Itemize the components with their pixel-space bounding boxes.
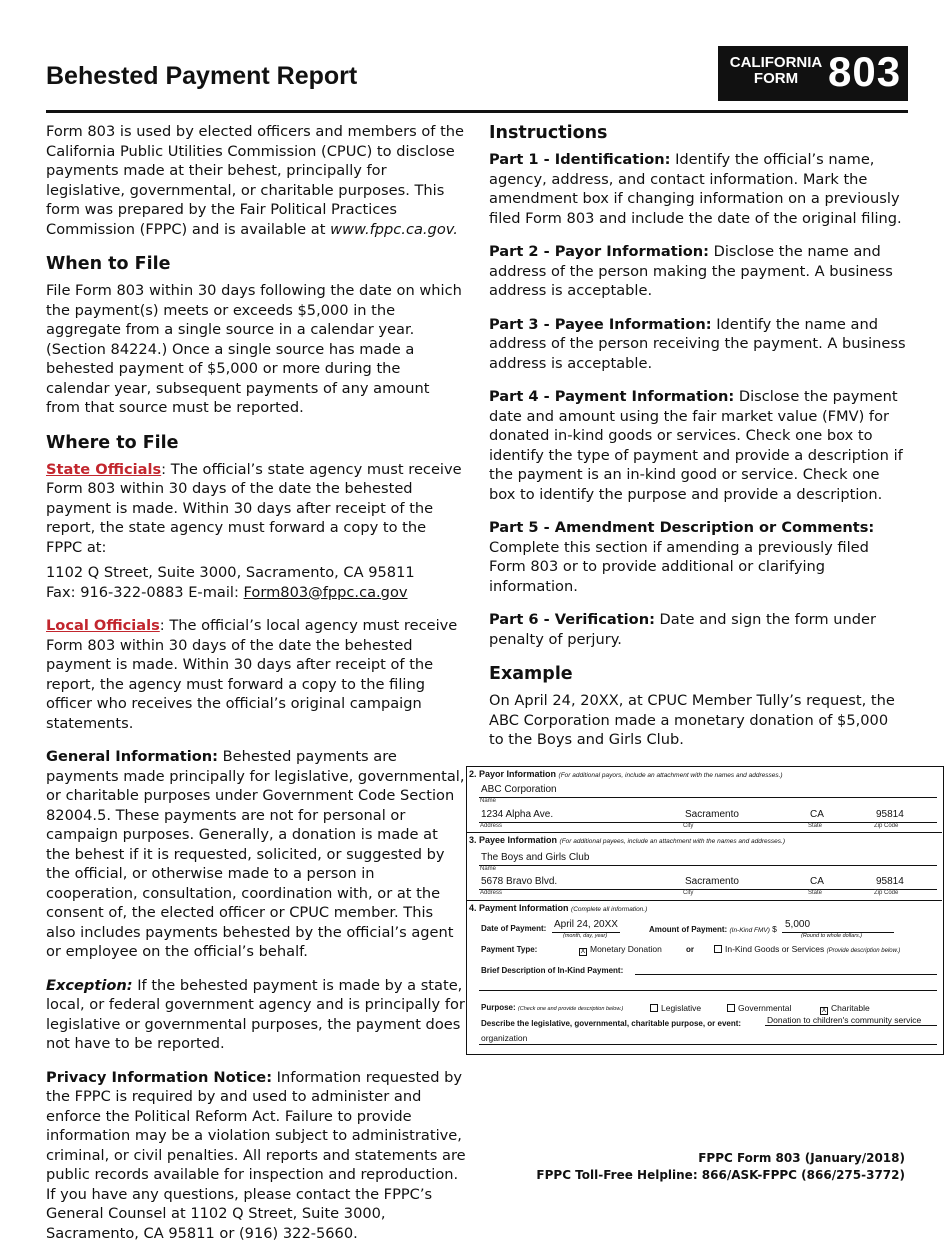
part-1-instruction: Part 1 - Identification: Identify the official’s name, agency, address, and contact information. Mark the amendment box if changing information on a previously filed Form 803 and include the date of the original filing. [489, 151, 902, 227]
page-title: Behested Payment Report [46, 62, 358, 90]
payee-city-value: Sacramento [685, 876, 739, 887]
date-of-payment-label: Date of Payment: [481, 924, 547, 933]
charitable-option[interactable]: X Charitable [821, 1003, 870, 1014]
example-heading: Example [489, 664, 573, 684]
intro-paragraph: Form 803 is used by elected officers and members of the California Public Utilities Commission (CPUC) to disclose payments made at their behest, principally for legislative, governmental, or charitable purposes. This form was prepared by the Fair Political Practices Commission (FPPC) and is available at www.fppc.ca.gov. [46, 123, 465, 238]
form-number-badge [718, 46, 908, 101]
local-officials-link[interactable]: Local Officials [46, 617, 160, 634]
payment-heading: 4. Payment Information (Complete all information.) [469, 903, 648, 913]
payor-address-value: 1234 Alpha Ave. [481, 809, 554, 820]
governmental-option[interactable]: Governmental [727, 1003, 791, 1013]
describe-purpose-value: Donation to children's community service [767, 1015, 922, 1025]
where-to-file-heading: Where to File [46, 432, 179, 453]
legislative-option[interactable]: Legislative [650, 1003, 701, 1013]
part-5-instruction: Part 5 - Amendment Description or Comments: Complete this section if amending a previously filed Form 803 or to provide additional or clarifying information. [489, 519, 875, 595]
payee-heading: 3. Payee Information (For additional payees, include an attachment with the names and addresses.) [469, 835, 786, 845]
left-column [46, 122, 466, 1257]
payee-address-label: Address [480, 890, 503, 896]
part-3-instruction: Part 3 - Payee Information: Identify the name and address of the person receiving the payment. A business address is acceptable. [489, 315, 906, 372]
payor-name-value: ABC Corporation [481, 784, 557, 795]
date-of-payment-value: April 24, 20XX [554, 919, 618, 930]
amount-of-payment-label: Amount of Payment: (In-Kind FMV) $ [649, 924, 777, 934]
state-officials-link[interactable]: State Officials [46, 460, 162, 478]
badge-number: 803 [828, 48, 902, 95]
footer-helpline: FPPC Toll-Free Helpline: 866/ASK-FPPC (866/275-3772) [536, 1168, 905, 1182]
payee-zip-label: Zip Code [874, 890, 899, 896]
payee-zip-value: 95814 [876, 876, 904, 887]
governmental-checkbox[interactable] [727, 1004, 735, 1012]
payee-name-label: Name [480, 866, 497, 872]
purpose-label: Purpose: (Check one and provide description below.) [481, 1003, 624, 1012]
in-kind-checkbox[interactable] [714, 945, 722, 953]
payor-zip-value: 95814 [876, 809, 904, 820]
amount-value: 5,000 [785, 919, 811, 930]
part-4-instruction: Part 4 - Payment Information: Disclose the payment date and amount using the fair market value (FMV) for donated in-kind goods or services. Check one box to identify the type of payment and provide a description if the payment is an in-kind good or service. Check one box to identify the purpose and provide a description. [489, 388, 903, 503]
header-divider [46, 110, 908, 113]
payor-state-value: CA [810, 809, 824, 820]
payment-type-label: Payment Type: [481, 945, 538, 954]
payor-zip-label: Zip Code [874, 823, 899, 829]
payor-city-value: Sacramento [685, 809, 739, 820]
badge-form-label: FORM [753, 70, 799, 87]
payor-state-label: State [808, 823, 823, 829]
badge-state: CALIFORNIA [729, 54, 823, 71]
payor-heading: 2. Payor Information (For additional payors, include an attachment with the names and addresses.) [469, 769, 783, 779]
instructions-heading: Instructions [489, 123, 608, 143]
date-hint: (month, day, year) [563, 933, 608, 939]
part-2-instruction: Part 2 - Payor Information: Disclose the name and address of the person making the payment. A business address is acceptable. [489, 243, 893, 299]
brief-description-label: Brief Description of In-Kind Payment: [481, 966, 624, 975]
charitable-checkbox[interactable]: X [821, 1007, 827, 1014]
privacy-notice-paragraph: Privacy Information Notice: Information requested by the FPPC is required by and used to administer and enforce the Political Reform Act. Failure to provide information may be a violation subject to administrative, criminal, or civil penalties. All reports and statements are public records available for inspection and reproduction. If you have any questions, please contact the FPPC’s General Counsel at 1102 Q Street, Suite 3000, Sacramento, CA 95811 or (916) 322-5660. [46, 1068, 466, 1242]
exception-paragraph: Exception: If the behested payment is made by a state, local, or federal government agency and is principally for legislative or governmental purposes, the payment does not have to be reported. [46, 976, 465, 1052]
amount-hint: (Round to whole dollars.) [801, 933, 863, 939]
when-to-file-text: File Form 803 within 30 days following the date on which the payment(s) meets or exceeds $5,000 in the aggregate from a single source in a calendar year. (Section 84224.) Once a single source has made a behested payment of $5,000 or more during the calendar year, subsequent payments of any amount from that source must be reported. [46, 282, 462, 416]
general-information-paragraph: General Information: Behested payments are payments made principally for legislative, governmental, or charitable purposes under Government Code Section 82004.5. These payments are not for personal or campaign purposes. Generally, a donation is made at the behest if it is requested, solicited, or suggested by the official, or otherwise made to a person in cooperation, consultation, coordination with, or at the consent of, the elected officer or CPUC member. This also includes payments behested by the official’s agent or employee on the official’s behalf. [46, 748, 465, 960]
in-kind-option[interactable]: In-Kind Goods or Services (Provide description below.) [714, 944, 900, 954]
monetary-checkbox[interactable]: X [580, 948, 586, 955]
describe-purpose-value-line2: organization [481, 1033, 528, 1043]
example-text: On April 24, 20XX, at CPUC Member Tully’s request, the ABC Corporation made a monetary donation of $5,000 to the Boys and Girls Club. [489, 692, 895, 748]
monetary-donation-option[interactable]: X Monetary Donation [580, 944, 662, 955]
website-link[interactable]: www.fppc.ca.gov. [330, 220, 458, 238]
legislative-checkbox[interactable] [650, 1004, 658, 1012]
payee-state-value: CA [810, 876, 824, 887]
local-officials-paragraph: Local Officials: The official’s local agency must receive Form 803 within 30 days of the date the behested payment is made. Within 30 days after receipt of the report, the agency must forward a copy to the filing officer who receives the official’s original campaign statements. [46, 617, 458, 732]
payee-name-value: The Boys and Girls Club [481, 852, 590, 863]
describe-purpose-label: Describe the legislative, governmental, charitable purpose, or event: [481, 1019, 742, 1028]
email-link[interactable]: Form803@fppc.ca.gov [243, 583, 408, 601]
payee-state-label: State [808, 890, 823, 896]
footer-form-version: FPPC Form 803 (January/2018) [698, 1151, 905, 1165]
payor-address-label: Address [480, 823, 503, 829]
payor-name-label: Name [480, 798, 497, 804]
state-officials-paragraph: State Officials: The official’s state agency must receive Form 803 within 30 days of the date the behested payment is made. Within 30 days after receipt of the report, the state agency must forward a copy to the FPPC at: [46, 460, 462, 556]
fppc-address: 1102 Q Street, Suite 3000, Sacramento, CA 95811 Fax: 916-322-0883 E-mail: Form803@fppc.ca.gov [46, 564, 415, 601]
payor-city-label: City [683, 823, 694, 829]
payee-address-value: 5678 Bravo Blvd. [481, 876, 558, 887]
payment-type-or: or [686, 945, 694, 954]
payee-city-label: City [683, 890, 694, 896]
example-form [466, 766, 944, 1055]
right-column [489, 122, 907, 764]
page-footer [536, 1150, 905, 1184]
part-6-instruction: Part 6 - Verification: Date and sign the form under penalty of perjury. [489, 611, 876, 648]
when-to-file-heading: When to File [46, 254, 171, 274]
